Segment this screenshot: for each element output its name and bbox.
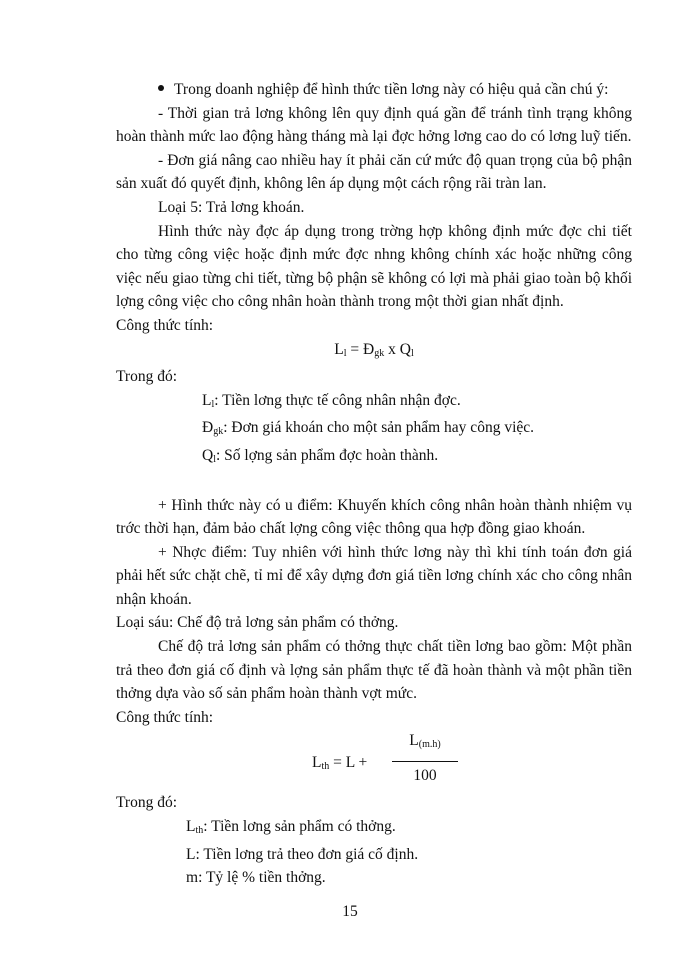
- def-symbol: L: [186, 818, 196, 836]
- formula-fraction: [392, 729, 458, 787]
- def-text: : Tiền lơng sản phẩm có thởng.: [203, 818, 396, 836]
- definition-item: [202, 416, 632, 444]
- formula-label: Công thức tính:: [116, 316, 214, 334]
- formula-term: L: [312, 754, 322, 772]
- formula-sub: l: [343, 347, 347, 359]
- def-sub: l: [213, 453, 216, 465]
- section-heading: Loại 5: Trả lơng khoán.: [158, 198, 305, 216]
- def-text: : Tiền lơng trả theo đơn giá cố định.: [195, 845, 419, 863]
- definition-item: [202, 444, 632, 472]
- formula-term: Đ: [363, 340, 375, 358]
- def-sub: th: [195, 825, 204, 837]
- formula-sub: (m.h): [418, 739, 441, 751]
- formula-sub: th: [321, 761, 330, 773]
- formula-op: =: [346, 340, 364, 358]
- def-symbol: m: [186, 869, 199, 887]
- definition-item: [202, 389, 632, 417]
- page-number: 15: [342, 903, 358, 920]
- formula-op: = L +: [329, 754, 368, 772]
- def-text: : Số lợng sản phẩm đợc hoàn thành.: [215, 446, 439, 464]
- def-symbol: L: [186, 845, 196, 863]
- section-heading: Loại sáu: Chế độ trả lơng sản phẩm có thởng.: [116, 614, 399, 632]
- fraction-numerator: [392, 729, 458, 762]
- definitions-list: [202, 389, 632, 472]
- formula-label: Công thức tính:: [116, 708, 214, 726]
- paragraph-text: Trong doanh nghiệp để hình thức tiền lơng này có hiệu quả cần chú ý:: [174, 81, 609, 98]
- definition-item: [186, 866, 632, 890]
- formula-bonus: [116, 729, 632, 791]
- where-label: Trong đó:: [116, 794, 178, 812]
- formula-term: Q: [399, 340, 411, 358]
- definitions-list: [186, 815, 632, 890]
- def-symbol: Đ: [202, 419, 214, 437]
- formula-sub: gk: [374, 347, 385, 359]
- bullet-paragraph: [116, 78, 632, 102]
- def-symbol: L: [202, 391, 212, 409]
- paragraph-disadvantage: + Nhợc điểm: Tuy nhiên với hình thức lơng này thì khi tính toán đơn giá phải hết sức chặt chẽ, tỉ mỉ để xây dựng đơn giá tiền lơng chính xác cho công nhân nhận khoán.: [116, 543, 632, 608]
- paragraph: - Đơn giá nâng cao nhiều hay ít phải căn cứ mức độ quan trọng của bộ phận sản xuất đó quyết định, không lên áp dụng một cách rộng rãi tràn lan.: [116, 151, 632, 193]
- definition-item: [186, 815, 632, 843]
- paragraph: Hình thức này đợc áp dụng trong trờng hợp không định mức đợc chi tiết cho từng công việc hoặc định mức đợc nhng không chính xác hoặc những công việc nếu giao từng chi tiết, từng bộ phận sẽ không có lợi mà phải giao toàn bộ khối lợng công việc cho công nhân hoàn thành trong một thời gian nhất định.: [116, 222, 632, 311]
- fraction-denominator: 100: [413, 767, 437, 785]
- formula-term: L: [334, 340, 344, 358]
- formula-op: x: [384, 340, 400, 358]
- formula-piecework: [116, 338, 632, 366]
- paragraph: - Thời gian trả lơng không lên quy định quá gần để tránh tình trạng không hoàn thành mức lao động hàng tháng mà lại đợc hởng lơng cao do có lơng luỹ tiến.: [116, 104, 632, 146]
- paragraph-advantage: + Hình thức này có u điểm: Khuyến khích công nhân hoàn thành nhiệm vụ trớc thời hạn, đảm bảo chất lợng công việc thông qua hợp đồng giao khoán.: [116, 496, 632, 538]
- formula-term: L: [409, 732, 419, 750]
- spacer: [116, 472, 632, 494]
- def-text: : Tiền lơng thực tế công nhân nhận đợc.: [214, 391, 461, 409]
- paragraph: Chế độ trả lơng sản phẩm có thởng thực chất tiền lơng bao gồm: Một phần trả theo đơn giá cố định và lợng sản phẩm thực tế đã hoàn thành và một phần tiền thởng dựa vào số sản phẩm hoàn thành vợt mức.: [116, 638, 632, 703]
- def-sub: gk: [213, 426, 224, 438]
- bullet-icon: [158, 85, 164, 91]
- formula-lhs: [312, 751, 367, 779]
- def-text: : Tỷ lệ % tiền thởng.: [198, 869, 326, 887]
- def-sub: l: [211, 398, 215, 410]
- formula-sub: l: [410, 347, 414, 359]
- document-page: [116, 78, 632, 890]
- where-label: Trong đó:: [116, 368, 178, 386]
- def-text: : Đơn giá khoán cho một sản phẩm hay công việc.: [223, 419, 535, 437]
- def-symbol: Q: [202, 446, 214, 464]
- definition-item: [186, 843, 632, 867]
